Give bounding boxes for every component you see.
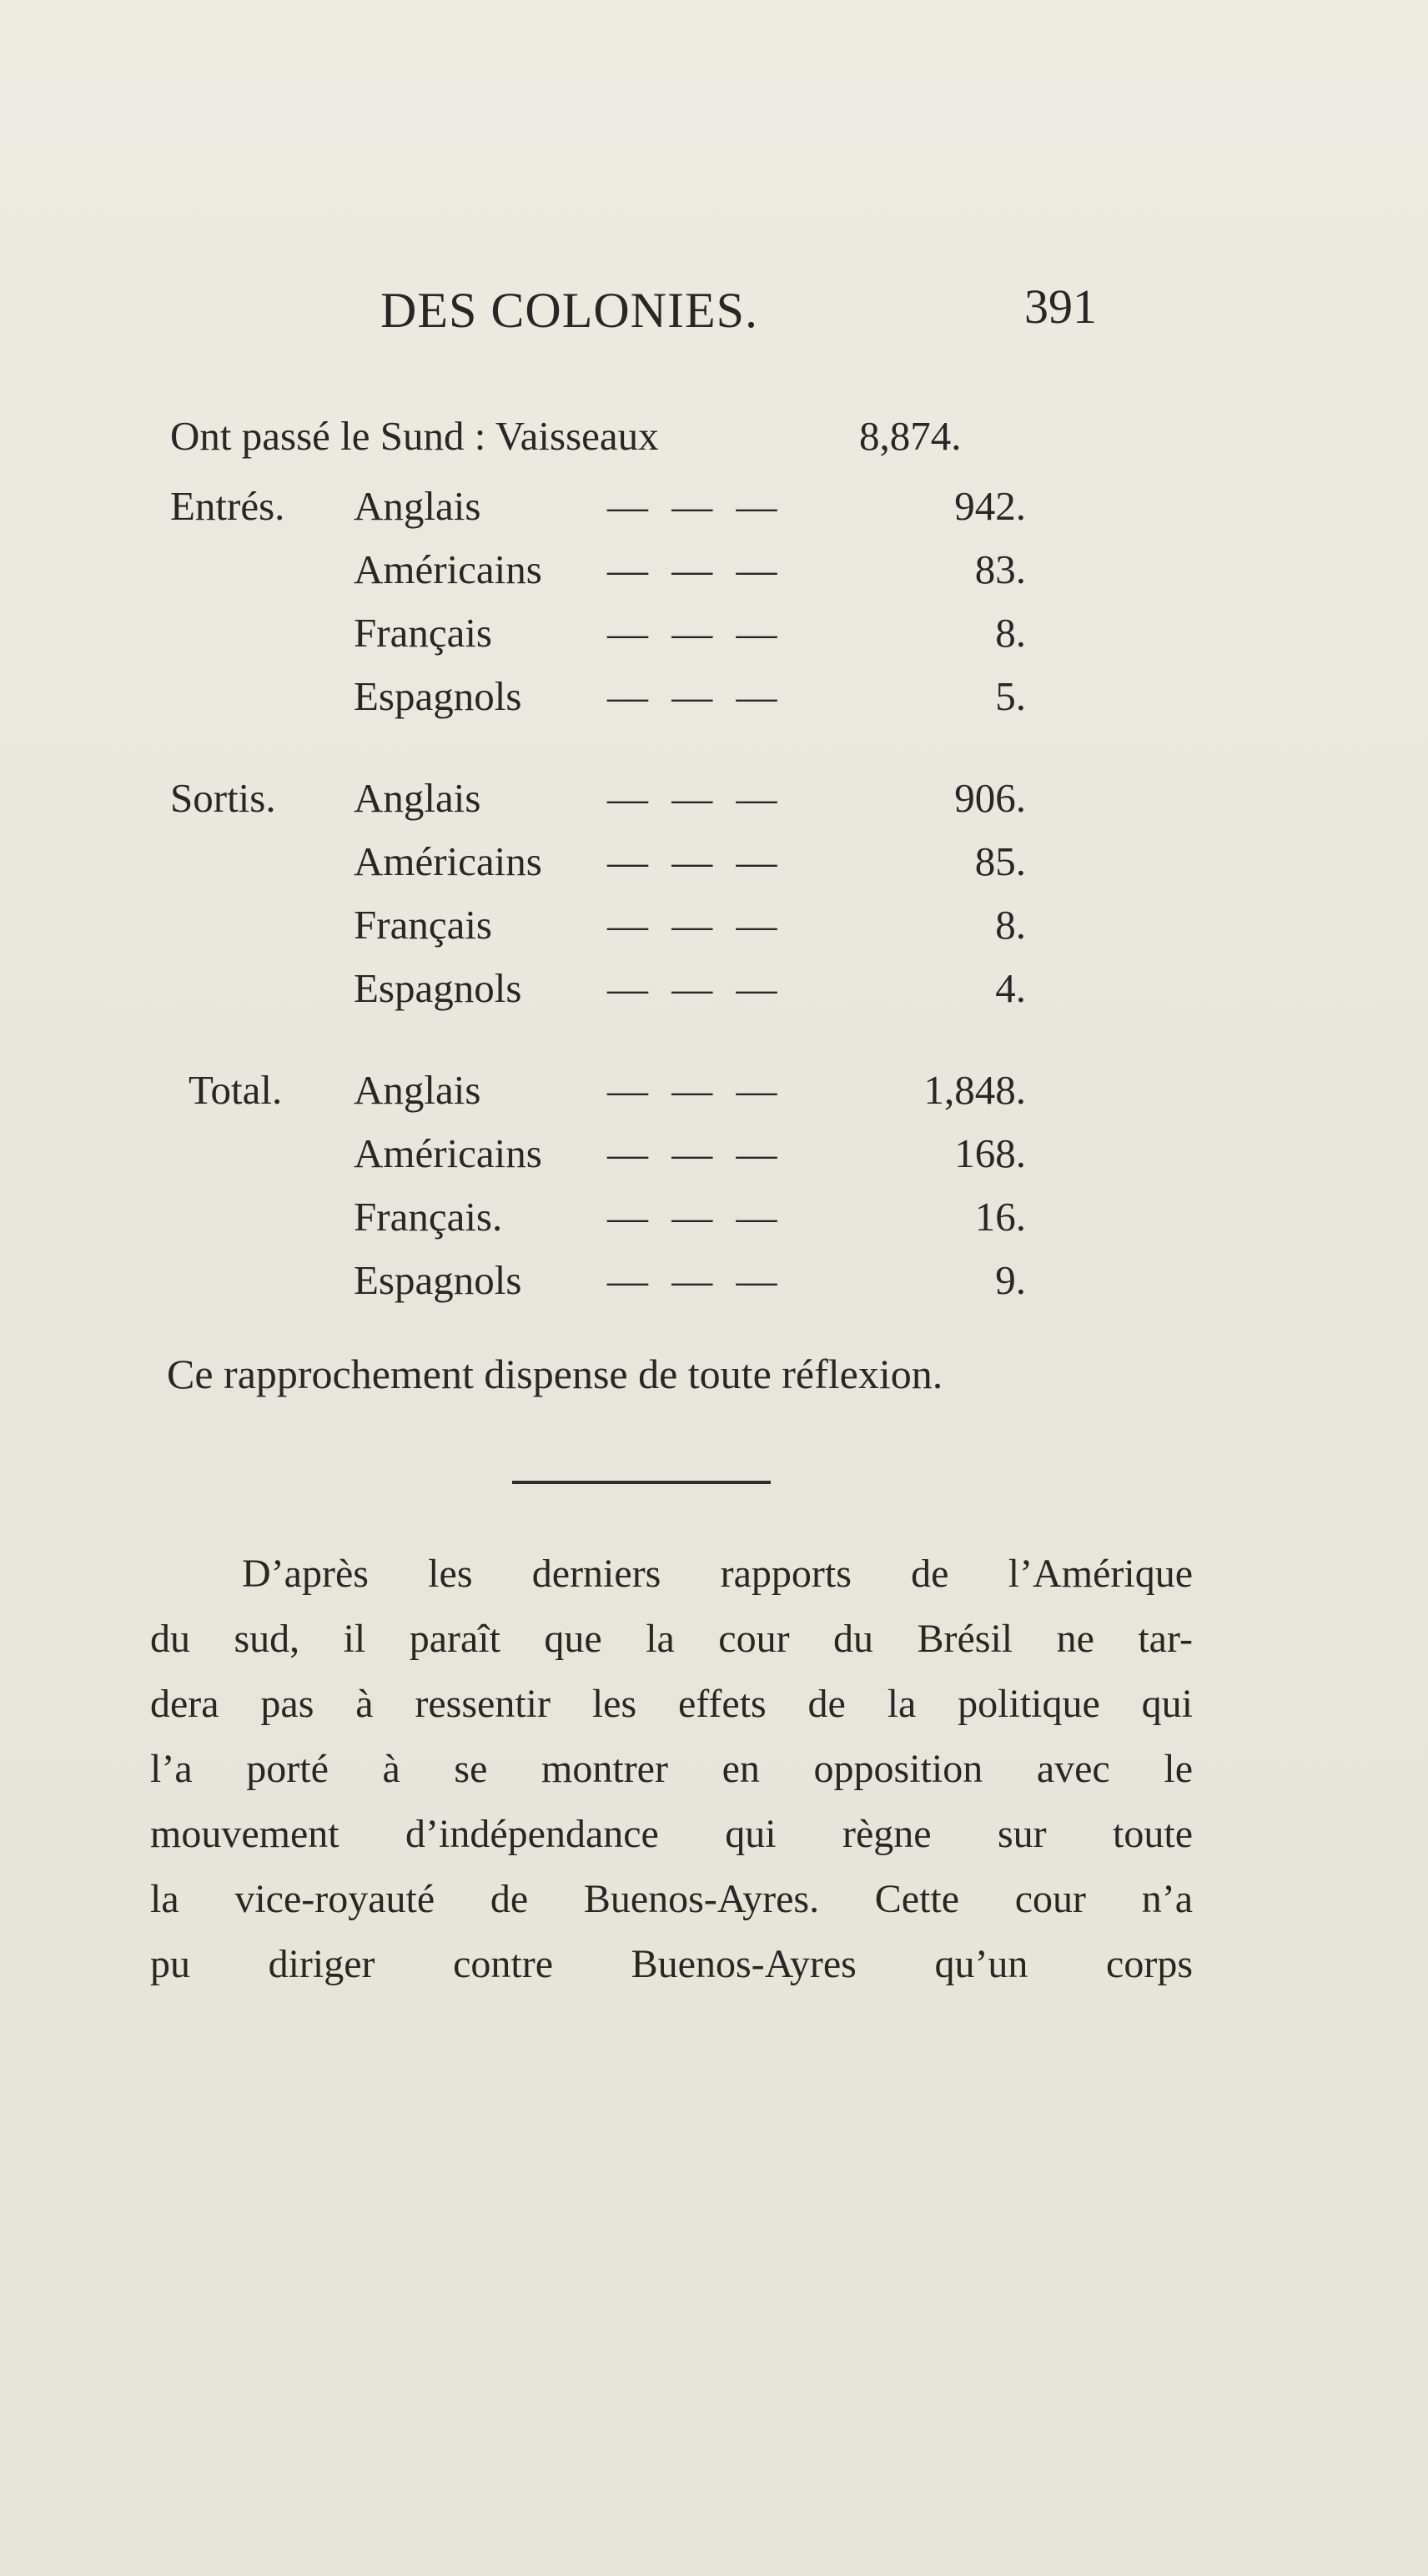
paragraph-line: pu diriger contre Buenos-Ayres qu’un corps [150,1942,1193,1986]
nation-label: Anglais [354,483,481,529]
row-value: 906. [954,775,1026,821]
leader-dashes: — — — [607,965,784,1011]
paragraph-line: la vice-royauté de Buenos-Ayres. Cette cour n’a [150,1877,1193,1921]
section-divider [512,1481,771,1484]
nation-label: Anglais [354,775,481,821]
row-value: 9. [995,1257,1026,1303]
leader-dashes: — — — [607,902,784,948]
leader-dashes: — — — [607,610,784,656]
row-value: 8. [995,610,1026,656]
nation-label: Américains [354,546,542,592]
remark-line: Ce rapprochement dispense de toute réflexion. [167,1351,943,1397]
nation-label: Espagnols [354,1257,522,1303]
leader-dashes: — — — [607,1194,784,1240]
table-row [0,896,1428,954]
body-paragraph [150,1542,1193,1997]
row-value: 5. [995,673,1026,719]
table-row [0,959,1428,1018]
table-row [0,541,1428,599]
nation-label: Américains [354,838,542,884]
paragraph-line: dera pas à ressentir les effets de la politique qui [150,1682,1193,1726]
running-head: DES COLONIES. [380,283,759,338]
row-value: 4. [995,965,1026,1011]
summary-value: 8,874. [859,413,962,459]
table-row [0,477,1428,536]
table-row [0,833,1428,891]
group-label-total: Total. [189,1067,283,1113]
leader-dashes: — — — [607,1257,784,1303]
leader-dashes: — — — [607,1067,784,1113]
nation-label: Anglais [354,1067,481,1113]
leader-dashes: — — — [607,838,784,884]
row-value: 83. [974,546,1026,592]
row-value: 942. [954,483,1026,529]
table-row [0,667,1428,726]
page-number: 391 [1024,279,1097,334]
table-row [0,1124,1428,1183]
group-label-sortis: Sortis. [170,775,276,821]
row-value: 1,848. [923,1067,1026,1113]
leader-dashes: — — — [607,1130,784,1176]
paragraph-line: D’après les derniers rapports de l’Amérique [242,1552,1193,1596]
table-row [0,1061,1428,1119]
leader-dashes: — — — [607,546,784,592]
table-row [0,604,1428,662]
table-row [0,1251,1428,1310]
leader-dashes: — — — [607,483,784,529]
row-value: 16. [974,1194,1026,1240]
table-row [0,769,1428,828]
paragraph-line: du sud, il paraît que la cour du Brésil ne tar- [150,1617,1193,1661]
summary-line: Ont passé le Sund : Vaisseaux [170,413,659,459]
paragraph-line: l’a porté à se montrer en opposition avec le [150,1747,1193,1791]
row-value: 8. [995,902,1026,948]
nation-label: Français. [354,1194,503,1240]
nation-label: Espagnols [354,673,522,719]
nation-label: Espagnols [354,965,522,1011]
nation-label: Français [354,902,492,948]
group-label-entres: Entrés. [170,483,285,529]
nation-label: Français [354,610,492,656]
leader-dashes: — — — [607,673,784,719]
nation-label: Américains [354,1130,542,1176]
row-value: 168. [954,1130,1026,1176]
table-row [0,1188,1428,1246]
leader-dashes: — — — [607,775,784,821]
paragraph-line: mouvement d’indépendance qui règne sur toute [150,1812,1193,1856]
row-value: 85. [974,838,1026,884]
